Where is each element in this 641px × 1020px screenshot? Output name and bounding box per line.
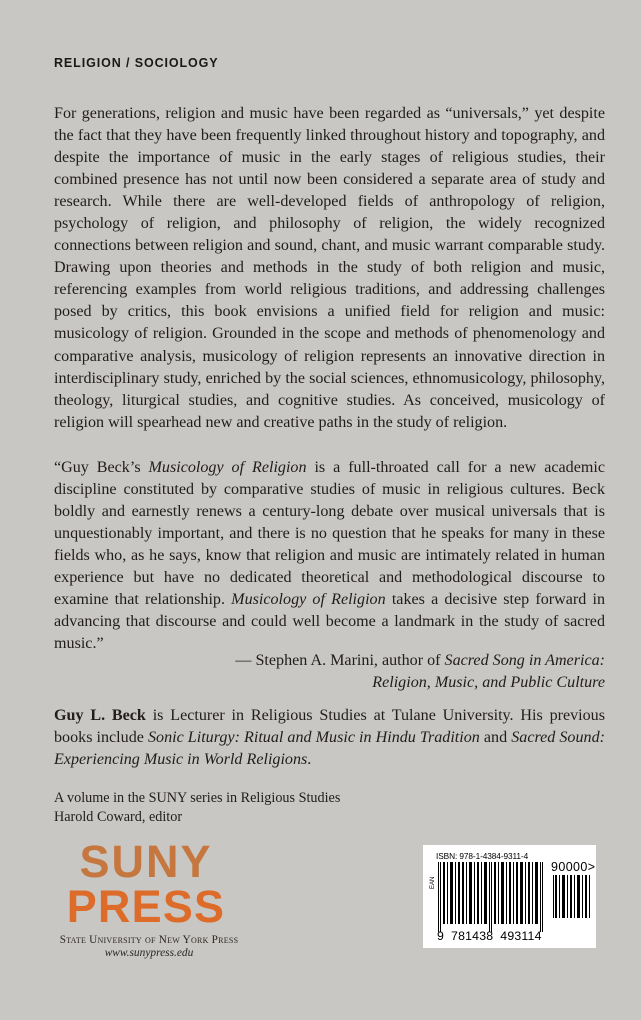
logo-word-press: PRESS xyxy=(66,881,226,932)
ean-label: EAN xyxy=(430,876,436,889)
description-paragraph: For generations, religion and music have been regarded as “universals,” yet despite the fact that they have been frequently linked throughout history and topography, and despite the importance of music in the early stages of religious studies, their combined presence has not until now been considered a separate area of study and research. While there are well-developed fields of anthropology of religion, psychology of religion, and philosophy of religion, the widely recognized connections between religion and sound, chant, and music warrant comparable study. Drawing upon theories and methods in the study of both religion and music, referencing examples from world religious traditions, and addressing challenges posed by critics, this book envisions a unified field for religion and music: musicology of religion. Grounded in the scope and methods of phenomenology and comparative analysis, musicology of religion represents an innovative direction in interdisciplinary study, enriched by the social sciences, ethnomusicology, philosophy, theology, liturgical studies, and cognitive studies. As conceived, musicology of religion will spearhead new and creative paths in the study of religion. xyxy=(54,105,605,431)
series-note xyxy=(54,789,605,828)
bio-text-3: . xyxy=(307,751,312,769)
bio-work-2: Sacred Sound: Experiencing Music in World Religions xyxy=(54,729,605,769)
attribution-work-line-2: Religion, Music, and Public Culture xyxy=(372,674,605,692)
series-line-1: A volume in the SUNY series in Religious Studies xyxy=(54,790,341,806)
ean13-barcode-bars xyxy=(438,862,545,932)
series-line-2: Harold Coward, editor xyxy=(54,809,183,826)
isbn-barcode-block xyxy=(423,845,596,948)
author-bio xyxy=(54,705,605,771)
blurb-open: “Guy Beck’s xyxy=(54,459,149,476)
bio-text-1: is Lecturer in Religious Studies at Tulane University. His previous books include xyxy=(54,707,605,747)
author-name: Guy L. Beck xyxy=(54,707,146,724)
ean-digit-group-2: 781438 xyxy=(451,929,494,943)
bio-work-1: Sonic Liturgy: Ritual and Music in Hindu Tradition xyxy=(147,729,480,747)
review-blurb xyxy=(54,457,605,655)
attribution-work-line-1: Sacred Song in America: xyxy=(444,652,605,669)
bio-text-2: and xyxy=(479,729,512,747)
blurb-middle-2: takes a decisive step forward in advancing that discourse and could well become a landmark in the study of sacred music.” xyxy=(54,591,605,653)
barcode-addon-bars xyxy=(553,875,591,918)
blurb-book-title-1: Musicology of Religion xyxy=(148,459,307,476)
blurb-attribution xyxy=(54,650,605,694)
category-heading: RELIGION / SOCIOLOGY xyxy=(54,56,219,70)
ean-digit-group-1: 9 xyxy=(437,929,445,943)
suny-press-logo xyxy=(54,836,284,959)
logo-word-suny: SUNY xyxy=(79,836,213,887)
logo-tagline: State University of New York Press xyxy=(59,934,239,946)
logo-website-url: www.sunypress.edu xyxy=(104,947,194,959)
ean-digit-row xyxy=(437,929,542,943)
blurb-book-title-2: Musicology of Religion xyxy=(231,591,386,609)
attribution-name: — Stephen A. Marini, author of xyxy=(235,652,445,669)
blurb-middle-1: is a full-throated call for a new academic discipline constituted by comparative studies of music in religious cultures. Beck boldly and earnestly renews a century-long debate over musical universals that is unquestionably important, and there is no question that he speaks for many in these fields who, as he says, know that religion and music are intimately related in human experience but have no dedicated theoretical and methodological discourse to examine that relationship. xyxy=(54,459,605,609)
ean-digit-group-3: 493114 xyxy=(500,929,542,943)
isbn-number-label: ISBN: 978-1-4384-9311-4 xyxy=(436,851,529,861)
barcode-addon-digits: 90000> xyxy=(551,860,596,874)
